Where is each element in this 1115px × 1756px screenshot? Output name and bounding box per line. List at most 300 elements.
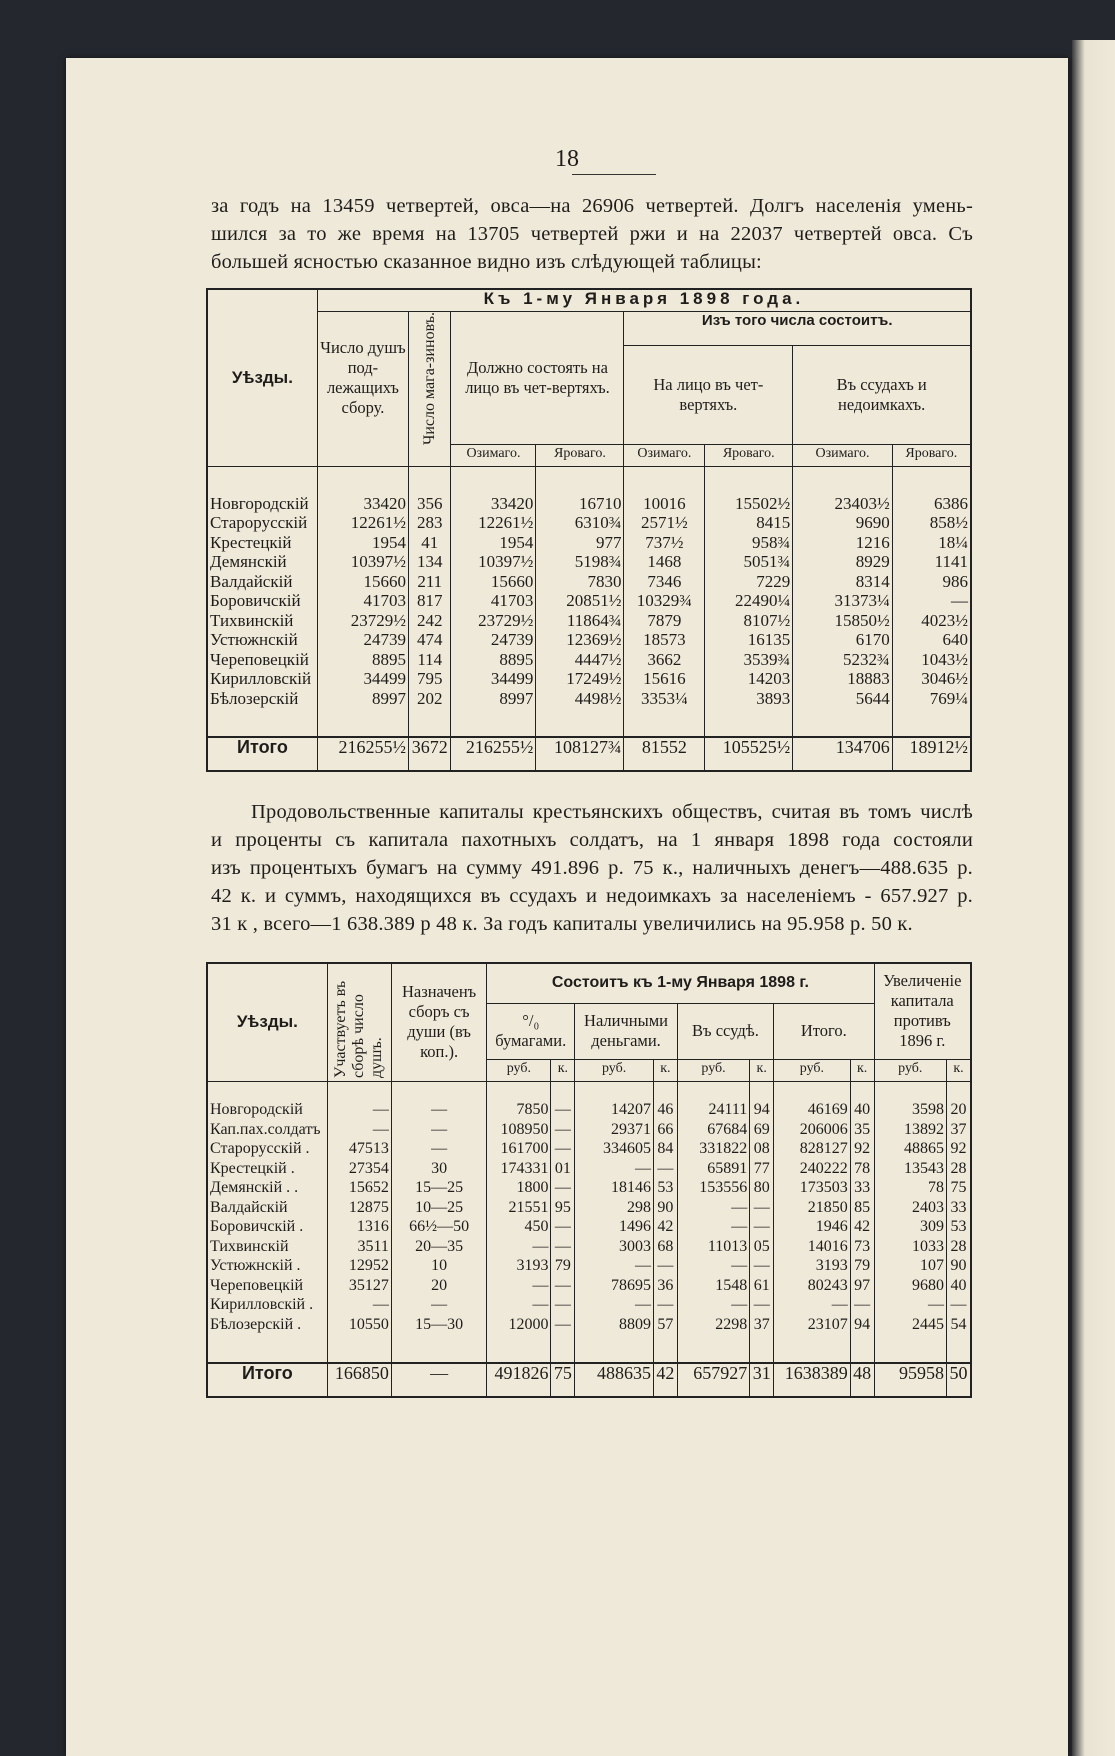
table2-cell: 174331: [487, 1160, 551, 1180]
t1-col-loans: Въ ссудахъ и недоимкахъ.: [793, 346, 971, 445]
table1-uezd-name: Устюжнскій: [207, 631, 317, 651]
intro-paragraph: [211, 192, 973, 276]
table-row: [207, 651, 971, 671]
t2-col-part-cell: [327, 963, 391, 1081]
table2-cell: 1638389: [774, 1363, 851, 1397]
table2-cell: 67684: [677, 1121, 750, 1141]
table2-cell: 7850: [487, 1101, 551, 1121]
table2-cell: 42: [653, 1218, 677, 1238]
table2-cell: 66: [653, 1121, 677, 1141]
table2-cell: 57: [653, 1316, 677, 1336]
table2-cell: 61: [750, 1277, 774, 1297]
table2-cell: 77: [750, 1160, 774, 1180]
table2-cell: 40: [850, 1101, 874, 1121]
table1-cell: 795: [409, 670, 451, 690]
table-row: [207, 573, 971, 593]
table1-cell: 108127¾: [536, 737, 624, 771]
t1-col-souls: Число душъ под-лежащихъ сбору.: [317, 311, 408, 445]
table2-cell: 107: [874, 1257, 947, 1277]
table2-cell: —: [575, 1257, 654, 1277]
table1-cell: 8895: [451, 651, 536, 671]
table2-uezd-name: Кап.пах.солдатъ: [207, 1121, 327, 1141]
table1-cell: 211: [409, 573, 451, 593]
table-row: [207, 553, 971, 573]
table1-uezd-name: Тихвинскій: [207, 612, 317, 632]
table1-cell: 134706: [793, 737, 892, 771]
table2-cell: 331822: [677, 1140, 750, 1160]
table2-cell: 75: [551, 1363, 575, 1397]
table-row: [207, 612, 971, 632]
table2-cell: 50: [947, 1363, 971, 1397]
table1-cell: 23729½: [451, 612, 536, 632]
table1-cell: 31373¼: [793, 592, 892, 612]
table2-cell: 35127: [327, 1277, 391, 1297]
table2-cell: 79: [551, 1257, 575, 1277]
table1-cell: 114: [409, 651, 451, 671]
t1-col-stores-cell: [409, 311, 451, 445]
table2-cell: —: [750, 1257, 774, 1277]
t2-unit-rub: руб.: [575, 1059, 654, 1081]
table1-cell: 3046½: [892, 670, 971, 690]
table-row: [207, 592, 971, 612]
table1-cell: 81552: [624, 737, 705, 771]
table1-cell: 5051¾: [705, 553, 793, 573]
table-row: [207, 534, 971, 554]
table1-cell: 474: [409, 631, 451, 651]
table2-cell: 1033: [874, 1238, 947, 1258]
table1-uezd-name: Валдайскій: [207, 573, 317, 593]
table2-cell: 46169: [774, 1101, 851, 1121]
table2-cell: 33: [850, 1179, 874, 1199]
table2-cell: 10—25: [391, 1199, 486, 1219]
table2-cell: 80243: [774, 1277, 851, 1297]
t1-sub-spring: Яроваго.: [892, 445, 971, 467]
table1-cell: 3672: [409, 737, 451, 771]
table1-uezd-name: Старорусскій: [207, 514, 317, 534]
table1-cell: 18912½: [892, 737, 971, 771]
scanned-page: [66, 58, 1068, 1756]
table2-cell: —: [551, 1218, 575, 1238]
table2-cell: 173503: [774, 1179, 851, 1199]
table1-cell: 8997: [317, 690, 408, 710]
table-row: [207, 1296, 971, 1316]
t1-sub-spring: Яроваго.: [705, 445, 793, 467]
table1-cell: 105525½: [705, 737, 793, 771]
table2-cell: 92: [850, 1140, 874, 1160]
table2-cell: —: [391, 1296, 486, 1316]
table2-cell: 94: [850, 1316, 874, 1336]
table2-cell: 21850: [774, 1199, 851, 1219]
table-row: [207, 1316, 971, 1336]
table1-cell: 2571½: [624, 514, 705, 534]
table2-cell: 108950: [487, 1121, 551, 1141]
table-row: [207, 1101, 971, 1121]
table2-uezd-name: Тихвинскій: [207, 1238, 327, 1258]
table2-cell: 20—35: [391, 1238, 486, 1258]
table1-cell: 33420: [317, 495, 408, 515]
t1-col-on-hand: На лицо въ чет-вертяхъ.: [624, 346, 793, 445]
table1-uezd-name: Новгородскій: [207, 495, 317, 515]
table2-cell: 40: [947, 1277, 971, 1297]
table2-cell: 90: [947, 1257, 971, 1277]
t2-col-loan: Въ ссудѣ.: [677, 1003, 773, 1059]
table2-cell: —: [551, 1140, 575, 1160]
table2-cell: 80: [750, 1179, 774, 1199]
table-row: [207, 670, 971, 690]
t1-sub-winter: Озимаго.: [624, 445, 705, 467]
t2-col-increase: Увеличеніе капитала противъ 1896 г.: [874, 963, 971, 1059]
table1-cell: 3539¾: [705, 651, 793, 671]
t1-spacer-row: [207, 467, 971, 495]
table2-cell: 42: [653, 1363, 677, 1397]
table2-cell: 334605: [575, 1140, 654, 1160]
t1-col-of-which: Изъ того числа состоитъ.: [624, 311, 971, 346]
table1-cell: 6386: [892, 495, 971, 515]
capital-paragraph: [211, 798, 973, 938]
table-row: [207, 690, 971, 710]
table1-cell: 986: [892, 573, 971, 593]
table2-total-label: Итого: [207, 1363, 327, 1397]
table2-cell: 08: [750, 1140, 774, 1160]
table2-cell: —: [551, 1277, 575, 1297]
table-capitals-1898: [206, 962, 972, 1398]
table2-cell: 95: [551, 1199, 575, 1219]
table2-cell: 15652: [327, 1179, 391, 1199]
table1-cell: 8314: [793, 573, 892, 593]
capital-line: 42 к. и суммъ, находящихся въ ссудахъ и недоимкахъ за населеніемъ - 657.927 р.: [211, 885, 973, 907]
table2-cell: —: [677, 1296, 750, 1316]
t2-col-levy: Назначенъ сборъ съ души (въ коп.).: [391, 963, 486, 1081]
table2-uezd-name: Демянскій . .: [207, 1179, 327, 1199]
table2-cell: —: [327, 1296, 391, 1316]
t1-col-uezd: Уѣзды.: [207, 289, 317, 467]
table1-cell: 18¼: [892, 534, 971, 554]
capital-line: Продовольственные капиталы крестьянскихъ обществъ, считая въ томъ числѣ: [251, 801, 973, 823]
t1-col-stores: Число мага-зиновъ.: [420, 311, 438, 445]
table2-cell: 2403: [874, 1199, 947, 1219]
table2-cell: 73: [850, 1238, 874, 1258]
table2-uezd-name: Крестецкій .: [207, 1160, 327, 1180]
table2-cell: 14207: [575, 1101, 654, 1121]
t1-col-due: Должно состоять на лицо въ чет-вертяхъ.: [451, 311, 624, 445]
table2-cell: —: [750, 1199, 774, 1219]
table2-uezd-name: Кирилловскій .: [207, 1296, 327, 1316]
table2-cell: 69: [750, 1121, 774, 1141]
t2-col-status: Состоитъ къ 1-му Января 1898 г.: [487, 963, 874, 1003]
table1-cell: 8997: [451, 690, 536, 710]
table2-cell: 53: [653, 1179, 677, 1199]
table2-cell: 35: [850, 1121, 874, 1141]
table2-cell: 161700: [487, 1140, 551, 1160]
t2-unit-rub: руб.: [874, 1059, 947, 1081]
t2-unit-rub: руб.: [487, 1059, 551, 1081]
table2-cell: —: [653, 1160, 677, 1180]
table1-cell: 8415: [705, 514, 793, 534]
table2-uezd-name: Новгородскій: [207, 1101, 327, 1121]
table1-cell: 1141: [892, 553, 971, 573]
table2-cell: 240222: [774, 1160, 851, 1180]
table1-cell: 24739: [451, 631, 536, 651]
table1-cell: 5232¾: [793, 651, 892, 671]
table2-cell: 37: [750, 1316, 774, 1336]
table2-cell: 10550: [327, 1316, 391, 1336]
table1-cell: 10016: [624, 495, 705, 515]
table-row: [207, 631, 971, 651]
table-row: [207, 1277, 971, 1297]
table2-cell: 12875: [327, 1199, 391, 1219]
table2-cell: 206006: [774, 1121, 851, 1141]
table2-cell: 78695: [575, 1277, 654, 1297]
t1-sub-winter: Озимаго.: [451, 445, 536, 467]
table1-cell: 1468: [624, 553, 705, 573]
table2-cell: 10: [391, 1257, 486, 1277]
t1-sub-spring: Яроваго.: [536, 445, 624, 467]
t2-unit-kop: к.: [653, 1059, 677, 1081]
table1-uezd-name: Кирилловскій: [207, 670, 317, 690]
table1-cell: 34499: [317, 670, 408, 690]
intro-line: шился за то же время на 13705 четвертей ржи и на 22037 четвертей овса. Съ: [211, 223, 973, 245]
t2-body: [207, 1101, 971, 1335]
table2-cell: 01: [551, 1160, 575, 1180]
table2-cell: 450: [487, 1218, 551, 1238]
table2-cell: —: [947, 1296, 971, 1316]
table2-cell: 166850: [327, 1363, 391, 1397]
table2-cell: 1548: [677, 1277, 750, 1297]
intro-line: большей ясностью сказанное видно изъ слѣдующей таблицы:: [211, 251, 762, 273]
table1-cell: 20851½: [536, 592, 624, 612]
capital-line: и проценты съ капитала пахотныхъ солдатъ, на 1 января 1898 года состояли: [211, 829, 973, 851]
table2-cell: —: [653, 1257, 677, 1277]
table-row: [207, 514, 971, 534]
table2-cell: 20: [947, 1101, 971, 1121]
table2-cell: —: [575, 1160, 654, 1180]
t2-col-part: Участвуетъ въ сборѣ число душъ.: [332, 981, 386, 1079]
table2-cell: 3003: [575, 1238, 654, 1258]
table1-cell: 4447½: [536, 651, 624, 671]
table1-cell: —: [892, 592, 971, 612]
table1-cell: 737½: [624, 534, 705, 554]
table1-cell: 14203: [705, 670, 793, 690]
table2-cell: 488635: [575, 1363, 654, 1397]
table1-cell: 216255½: [451, 737, 536, 771]
table2-cell: 79: [850, 1257, 874, 1277]
table1-cell: 134: [409, 553, 451, 573]
table1-total-label: Итого: [207, 737, 317, 771]
table2-cell: —: [551, 1121, 575, 1141]
table1-cell: 1954: [451, 534, 536, 554]
table1-uezd-name: Бѣлозерскій: [207, 690, 317, 710]
t2-unit-kop: к.: [750, 1059, 774, 1081]
table2-cell: —: [551, 1179, 575, 1199]
table2-cell: 68: [653, 1238, 677, 1258]
table1-cell: 817: [409, 592, 451, 612]
table2-uezd-name: Устюжнскій .: [207, 1257, 327, 1277]
t2-unit-kop: к.: [551, 1059, 575, 1081]
table2-cell: 97: [850, 1277, 874, 1297]
table2-uezd-name: Череповецкій: [207, 1277, 327, 1297]
table1-cell: 6170: [793, 631, 892, 651]
table2-cell: 54: [947, 1316, 971, 1336]
table2-uezd-name: Старорусскій .: [207, 1140, 327, 1160]
table1-cell: 8929: [793, 553, 892, 573]
table1-cell: 24739: [317, 631, 408, 651]
table2-cell: 37: [947, 1121, 971, 1141]
table1-cell: 1043½: [892, 651, 971, 671]
table1-cell: 10329¾: [624, 592, 705, 612]
table2-cell: 13543: [874, 1160, 947, 1180]
table2-cell: —: [677, 1199, 750, 1219]
table1-cell: 3353¼: [624, 690, 705, 710]
table1-cell: 33420: [451, 495, 536, 515]
table1-cell: 4023½: [892, 612, 971, 632]
table2-cell: 15—25: [391, 1179, 486, 1199]
table2-cell: —: [487, 1238, 551, 1258]
table2-cell: —: [551, 1101, 575, 1121]
table2-cell: 491826: [487, 1363, 551, 1397]
table2-cell: —: [391, 1101, 486, 1121]
table-row: [207, 1257, 971, 1277]
table1-cell: 23403½: [793, 495, 892, 515]
table-row: [207, 1160, 971, 1180]
t2-col-papers: °/₀ бумагами.: [487, 1003, 575, 1059]
table2-cell: 27354: [327, 1160, 391, 1180]
table2-cell: —: [551, 1238, 575, 1258]
table2-cell: 12952: [327, 1257, 391, 1277]
table2-cell: —: [774, 1296, 851, 1316]
table-row: [207, 1218, 971, 1238]
t2-unit-kop: к.: [947, 1059, 971, 1081]
table2-cell: 3193: [487, 1257, 551, 1277]
table1-cell: 958¾: [705, 534, 793, 554]
table2-cell: 78: [874, 1179, 947, 1199]
table2-uezd-name: Валдайскій: [207, 1199, 327, 1219]
table2-cell: 47513: [327, 1140, 391, 1160]
table2-cell: 21551: [487, 1199, 551, 1219]
table2-cell: 94: [750, 1101, 774, 1121]
table2-cell: 95958: [874, 1363, 947, 1397]
table1-cell: 22490¼: [705, 592, 793, 612]
table2-cell: 30: [391, 1160, 486, 1180]
table2-cell: 84: [653, 1140, 677, 1160]
table2-cell: 18146: [575, 1179, 654, 1199]
table1-cell: 15660: [317, 573, 408, 593]
table2-cell: 11013: [677, 1238, 750, 1258]
table1-cell: 18883: [793, 670, 892, 690]
t1-sub-empty: [317, 445, 408, 467]
table2-cell: —: [391, 1363, 486, 1397]
table2-cell: 1800: [487, 1179, 551, 1199]
table2-cell: 12000: [487, 1316, 551, 1336]
table1-cell: 858½: [892, 514, 971, 534]
table1-cell: 12261½: [317, 514, 408, 534]
table1-cell: 41703: [451, 592, 536, 612]
table2-cell: 28: [947, 1160, 971, 1180]
t1-total: [207, 737, 971, 771]
table2-cell: —: [487, 1277, 551, 1297]
table1-cell: 8107½: [705, 612, 793, 632]
t1-spacer-row: [207, 709, 971, 737]
table2-cell: —: [391, 1121, 486, 1141]
table2-cell: 9680: [874, 1277, 947, 1297]
table2-cell: 153556: [677, 1179, 750, 1199]
table2-uezd-name: Боровичскій .: [207, 1218, 327, 1238]
table1-uezd-name: Крестецкій: [207, 534, 317, 554]
table1-cell: 7879: [624, 612, 705, 632]
table1-cell: 11864¾: [536, 612, 624, 632]
table1-uezd-name: Демянскій: [207, 553, 317, 573]
table2-cell: 3193: [774, 1257, 851, 1277]
table2-cell: 298: [575, 1199, 654, 1219]
table2-cell: 90: [653, 1199, 677, 1219]
table1-cell: 3893: [705, 690, 793, 710]
table1-cell: 8895: [317, 651, 408, 671]
table1-cell: 7830: [536, 573, 624, 593]
table1-uezd-name: Череповецкій: [207, 651, 317, 671]
table1-cell: 7229: [705, 573, 793, 593]
table2-cell: —: [327, 1101, 391, 1121]
t2-unit-kop: к.: [850, 1059, 874, 1081]
table1-cell: 15850½: [793, 612, 892, 632]
table2-cell: —: [750, 1218, 774, 1238]
table2-cell: —: [487, 1296, 551, 1316]
table1-total-row: [207, 737, 971, 771]
table2-cell: —: [850, 1296, 874, 1316]
t2-col-uezd: Уѣзды.: [207, 963, 327, 1081]
table2-cell: 46: [653, 1101, 677, 1121]
adjacent-page-edge: [1072, 40, 1115, 1756]
table2-cell: —: [575, 1296, 654, 1316]
table1-cell: 18573: [624, 631, 705, 651]
t1-sub-winter: Озимаго.: [793, 445, 892, 467]
t2-col-sum: Итого.: [774, 1003, 874, 1059]
table1-cell: 12261½: [451, 514, 536, 534]
t2-unit-rub: руб.: [774, 1059, 851, 1081]
table1-cell: 16710: [536, 495, 624, 515]
table1-cell: 640: [892, 631, 971, 651]
table2-cell: 2298: [677, 1316, 750, 1336]
t1-body: [207, 495, 971, 710]
t2-spacer-row: [207, 1335, 971, 1363]
table2-cell: 23107: [774, 1316, 851, 1336]
table1-cell: 15660: [451, 573, 536, 593]
table1-cell: 216255½: [317, 737, 408, 771]
table1-cell: 769¼: [892, 690, 971, 710]
table-row: [207, 495, 971, 515]
table1-cell: 6310¾: [536, 514, 624, 534]
table-row: [207, 1238, 971, 1258]
t2-spacer-row: [207, 1081, 971, 1101]
capital-line: 31 к , всего—1 638.389 р 48 к. За годъ капиталы увеличились на 95.958 р. 50 к.: [211, 913, 913, 935]
table2-cell: —: [391, 1140, 486, 1160]
table1-cell: 10397½: [451, 553, 536, 573]
table-grain-1898: [206, 288, 972, 772]
intro-line: за годъ на 13459 четвертей, овса—на 26906 четвертей. Долгъ населенія умень-: [211, 195, 973, 217]
table2-cell: 53: [947, 1218, 971, 1238]
table2-cell: 66½—50: [391, 1218, 486, 1238]
table1-cell: 5198¾: [536, 553, 624, 573]
table1-cell: 34499: [451, 670, 536, 690]
table2-cell: —: [551, 1316, 575, 1336]
table1-cell: 3662: [624, 651, 705, 671]
table2-cell: —: [874, 1296, 947, 1316]
t1-title: Къ 1-му Января 1898 года.: [317, 289, 971, 311]
table1-cell: 242: [409, 612, 451, 632]
table1-uezd-name: Боровичскій: [207, 592, 317, 612]
table1-cell: 977: [536, 534, 624, 554]
table-row: [207, 1179, 971, 1199]
table2-cell: —: [750, 1296, 774, 1316]
table2-cell: 28: [947, 1238, 971, 1258]
